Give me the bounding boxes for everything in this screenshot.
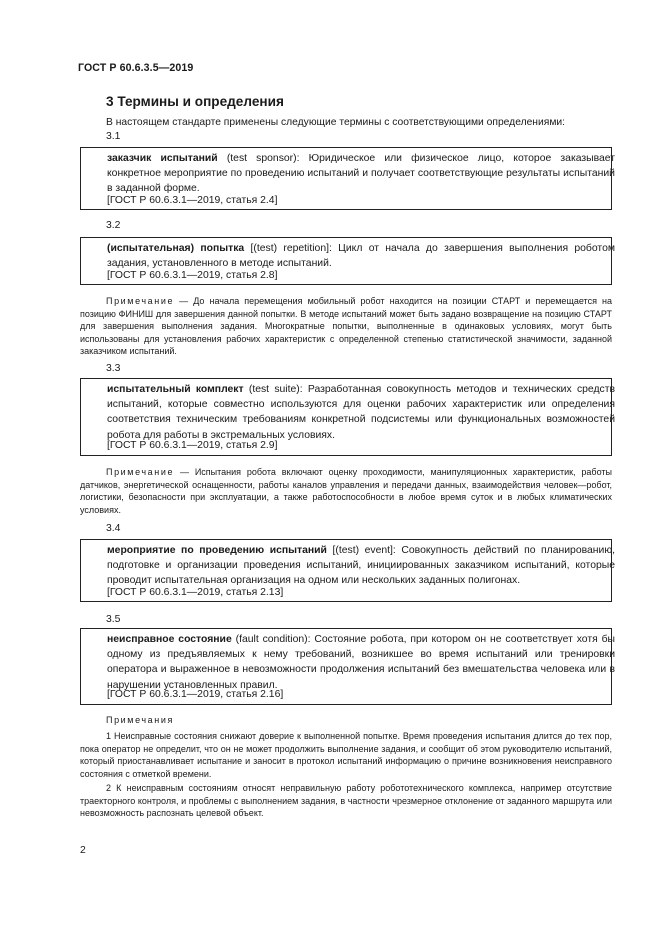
document-header: ГОСТ Р 60.6.3.5—2019 [78, 62, 194, 74]
term-reference: [ГОСТ Р 60.6.3.1—2019, статья 2.4] [107, 195, 278, 206]
term-definition [107, 632, 615, 693]
note-text: 2 К неисправным состояниям относят неправильную работу робототехнического комплекса, например отсутствие траекторного контроля, и проблемы с выполнением задания, в частности чрезмерное отклонение от заданного маршрута или невозможность распознать целевой объект. [80, 783, 612, 819]
term-definition [107, 382, 615, 443]
term-definition-text: [(test) event]: Совокупность действий по планированию, подготовке и организации проведения испытаний, инициированных заказчиком испытаний, которые проводит испытательная организация на одном или нескольких заданных полигонах. [107, 545, 616, 587]
term-number: 3.4 [106, 523, 121, 534]
term-reference: [ГОСТ Р 60.6.3.1—2019, статья 2.8] [107, 270, 278, 281]
term-name: неисправное состояние [107, 634, 232, 645]
note-3-5-2 [80, 782, 612, 820]
note-lead: Примечание [106, 467, 175, 477]
term-number: 3.2 [106, 220, 121, 231]
term-reference: [ГОСТ Р 60.6.3.1—2019, статья 2.9] [107, 440, 278, 451]
term-entry [80, 237, 615, 285]
notes-title: Примечания [106, 715, 174, 725]
note-3-2 [80, 295, 612, 358]
note-text: — До начала перемещения мобильный робот находится на позиции СТАРТ и перемещается на позицию ФИНИШ для завершения данной попытки. В методе испытаний может быть задано возвращение на позицию СТАРТ для завершения выполнения задания. Многократные попытки, выполненные в одинаковых условиях, могут быть использованы для установления рабочих характеристик с определенной степенью статистической значимости, заданной заказчиком испытаний. [80, 296, 612, 357]
term-reference: [ГОСТ Р 60.6.3.1—2019, статья 2.13] [107, 587, 284, 598]
term-definition-text: (fault condition): Состояние робота, при котором он не соответствует хотя бы одному из предъявляемых к нему требований, возникшее во время испытаний или тренировки оператора и выраженное в невозможности продолжения испытаний без вмешательства человека или в нарушении установленных правил. [107, 634, 616, 691]
note-text: 1 Неисправные состояния снижают доверие к выполненной попытке. Время проведения испытания длится до тех пор, пока оператор не определит, что он не может продолжить выполнение задания, и сообщит об этом руководителю испытаний, который приостанавливает испытание и заносит в протокол испытаний информацию о причине возникновения неисправного состояния с отметкой времени. [80, 731, 612, 779]
term-name: заказчик испытаний [107, 153, 218, 164]
term-entry [80, 628, 616, 705]
term-entry [80, 539, 616, 602]
note-3-5-1 [80, 730, 612, 780]
term-definition-text: (test suite): Разработанная совокупность методов и технических средств испытаний, которые совместно используются для оценки рабочих характеристик или определения соответствия техническим требованиям конкретной подсистемы или функциональных возможностей робота для работы в экстремальных условиях. [107, 384, 615, 441]
note-text: — Испытания робота включают оценку проходимости, манипуляционных характеристик, работы датчиков, энергетической оснащенности, работы каналов управления и передачи данных, взаимодействия человек—робот, логистики, безопасности при эксплуатации, а также работоспособности в любое время суток и в любых климатических условиях. [80, 467, 612, 515]
term-definition [107, 151, 615, 197]
term-number: 3.5 [106, 614, 121, 625]
term-definition [107, 241, 615, 271]
note-lead: Примечание [106, 296, 175, 306]
term-entry [80, 378, 615, 456]
term-definition-text: (test sponsor): Юридическое или физическое лицо, которое заказывает конкретное мероприятие по проведению испытаний и получает соответствующие результаты испытаний в заданной форме. [107, 153, 615, 195]
note-3-3 [80, 466, 612, 516]
term-definition-text: [(test) repetition]: Цикл от начала до завершения выполнения роботом задания, установленного в методе испытаний. [107, 243, 615, 270]
term-definition [107, 543, 615, 589]
term-reference: [ГОСТ Р 60.6.3.1—2019, статья 2.16] [107, 689, 284, 700]
term-number: 3.3 [106, 363, 121, 374]
term-number: 3.1 [106, 131, 121, 142]
term-name: мероприятие по проведению испытаний [107, 545, 327, 556]
section-intro: В настоящем стандарте применены следующие термины с соответствующими определениями: [106, 117, 566, 128]
page-number: 2 [80, 845, 86, 856]
term-name: (испытательная) попытка [107, 243, 245, 254]
term-name: испытательный комплект [107, 384, 244, 395]
section-title: 3 Термины и определения [106, 94, 284, 109]
term-entry [80, 147, 615, 210]
